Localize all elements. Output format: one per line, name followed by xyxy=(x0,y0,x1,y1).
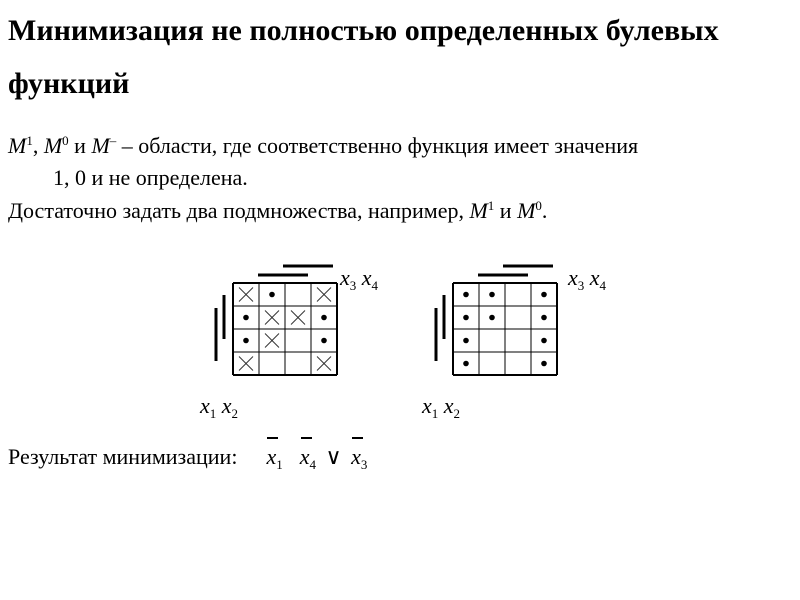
negation-bar xyxy=(352,437,363,439)
var-x: x xyxy=(299,444,310,469)
mdash-symbol: M xyxy=(91,133,110,158)
var-x: x xyxy=(221,393,232,418)
one-dot xyxy=(463,361,469,367)
definition-text: – области, где соответственно функция имеет значения xyxy=(116,133,639,158)
var-x: x xyxy=(589,265,600,290)
one-dot xyxy=(541,315,547,321)
separator: , xyxy=(32,133,44,158)
subscript: 1 xyxy=(276,457,283,472)
var-x: x xyxy=(200,393,210,418)
term-not-x4 xyxy=(300,442,316,472)
definition-text-continued: 1, 0 и не определена. xyxy=(53,165,248,190)
one-dot xyxy=(243,338,249,344)
m0-symbol: M xyxy=(517,198,536,223)
subscript: 3 xyxy=(360,457,368,472)
map-grid xyxy=(453,283,557,375)
var-x: x xyxy=(340,265,350,290)
subscript: 2 xyxy=(231,406,239,421)
m0-superscript: 0 xyxy=(62,133,69,148)
conjunction: и xyxy=(68,133,92,158)
dont-care-cross xyxy=(291,311,305,325)
var-x: x xyxy=(361,265,372,290)
var-x: x xyxy=(266,444,277,469)
subscript: 4 xyxy=(371,278,379,293)
period: . xyxy=(541,198,548,223)
dont-care-cross xyxy=(317,288,331,302)
one-dot xyxy=(243,315,249,321)
mdash-superscript: – xyxy=(109,133,117,148)
one-dot xyxy=(269,292,275,298)
m1-superscript: 1 xyxy=(487,198,495,213)
m1-symbol: M xyxy=(469,198,488,223)
minimization-result xyxy=(8,442,367,472)
var-x: x xyxy=(443,393,454,418)
subscript: 1 xyxy=(431,406,439,421)
subscript: 4 xyxy=(599,278,607,293)
dont-care-cross xyxy=(239,357,253,371)
conjunction: и xyxy=(494,198,518,223)
one-dot xyxy=(463,315,469,321)
dont-care-cross xyxy=(265,334,279,348)
one-dot xyxy=(463,292,469,298)
negation-bar xyxy=(267,437,278,439)
one-dot xyxy=(541,338,547,344)
m1-superscript: 1 xyxy=(26,133,33,148)
subscript: 2 xyxy=(453,406,461,421)
subscript: 4 xyxy=(309,457,316,472)
result-label: Результат минимизации: xyxy=(8,444,238,469)
one-dot xyxy=(321,338,327,344)
definition-paragraph xyxy=(8,130,793,194)
one-dot xyxy=(489,292,495,298)
m1-symbol: M xyxy=(8,133,27,158)
subset-paragraph xyxy=(8,195,793,227)
var-x: x xyxy=(422,393,432,418)
subscript: 1 xyxy=(209,406,217,421)
one-dot xyxy=(489,315,495,321)
term-not-x1 xyxy=(266,442,282,472)
karnaugh-map-2 xyxy=(425,262,565,390)
subscript: 3 xyxy=(577,278,585,293)
one-dot xyxy=(541,361,547,367)
dont-care-cross xyxy=(317,357,331,371)
m0-symbol: M xyxy=(43,133,63,158)
map2-top-label xyxy=(568,265,607,293)
map1-bottom-label xyxy=(200,393,239,421)
subset-text: Достаточно задать два подмножества, например, xyxy=(8,198,470,223)
page-title: Минимизация не полностью определенных булевых функций xyxy=(8,14,719,100)
karnaugh-map-1 xyxy=(205,262,345,390)
disjunction-operator: ∨ xyxy=(325,444,342,469)
dont-care-cross xyxy=(265,311,279,325)
one-dot xyxy=(541,292,547,298)
var-x: x xyxy=(351,444,361,469)
map2-bottom-label xyxy=(422,393,461,421)
negation-bar xyxy=(301,437,312,439)
m0-superscript: 0 xyxy=(535,198,542,213)
one-dot xyxy=(463,338,469,344)
subscript: 3 xyxy=(349,278,357,293)
var-x: x xyxy=(568,265,578,290)
map1-top-label xyxy=(340,265,379,293)
one-dot xyxy=(321,315,327,321)
dont-care-cross xyxy=(239,288,253,302)
term-not-x3 xyxy=(351,442,367,472)
